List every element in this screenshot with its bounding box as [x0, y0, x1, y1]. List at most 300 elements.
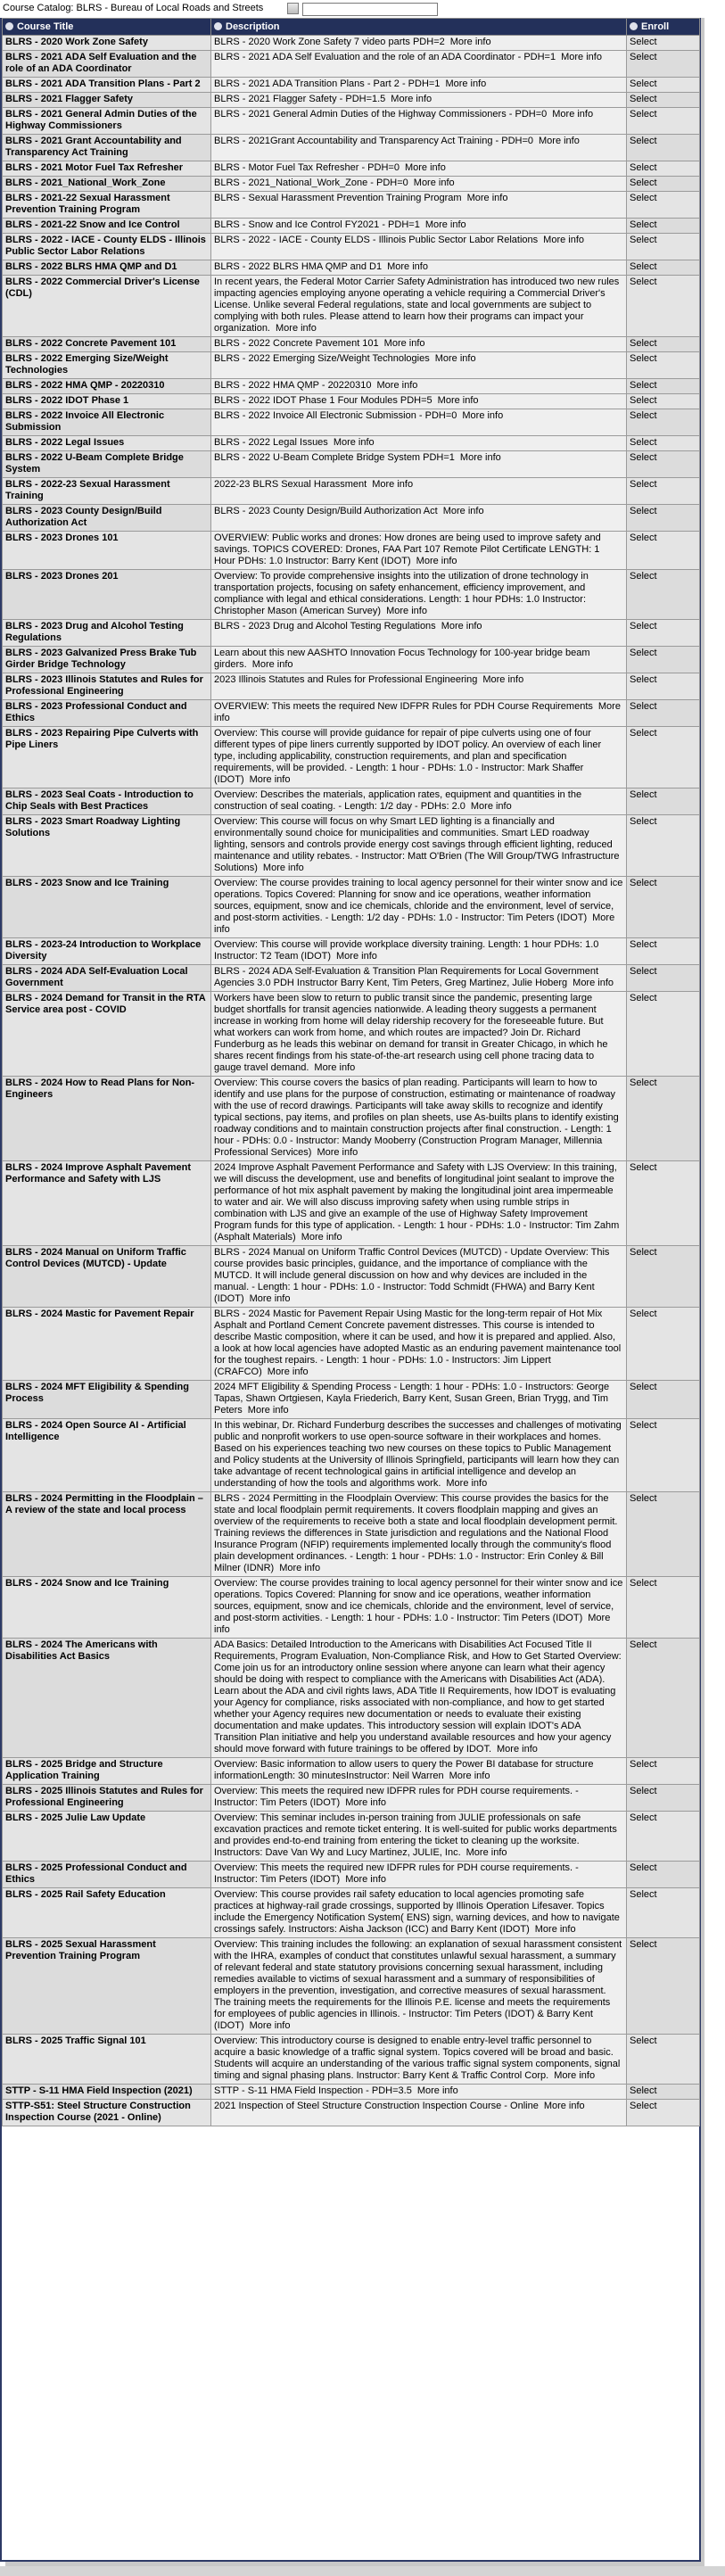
course-title: BLRS - 2023 Galvanized Press Brake Tub Girder Bridge Technology [3, 647, 211, 673]
enroll-cell [627, 1381, 700, 1419]
table-row [3, 352, 700, 379]
select-enroll-link[interactable]: Select [630, 78, 657, 89]
course-description: BLRS - 2021Grant Accountability and Transparency Act Training - PDH=0 [214, 136, 533, 146]
more-info-link[interactable]: More info [249, 1293, 291, 1304]
table-row [3, 478, 700, 505]
course-title: BLRS - 2024 Improve Asphalt Pavement Performance and Safety with LJS [3, 1161, 211, 1246]
course-title: BLRS - 2021 Motor Fuel Tax Refresher [3, 161, 211, 177]
select-enroll-link[interactable]: Select [630, 338, 657, 349]
enroll-cell [627, 93, 700, 108]
more-info-link[interactable]: More info [345, 1874, 387, 1885]
course-description-cell [211, 938, 627, 965]
enroll-cell [627, 1577, 700, 1639]
select-enroll-link[interactable]: Select [630, 939, 657, 950]
course-description-cell [211, 276, 627, 337]
course-description: BLRS - Sexual Harassment Prevention Training Program [214, 193, 462, 203]
enroll-cell [627, 788, 700, 815]
course-description-cell [211, 1785, 627, 1812]
course-title: BLRS - 2021 ADA Self Evaluation and the role of an ADA Coordinator [3, 51, 211, 78]
more-info-link[interactable]: More info [543, 2101, 585, 2111]
select-enroll-link[interactable]: Select [630, 789, 657, 800]
course-description: Overview: This course will provide workplace diversity training. Length: 1 hour PDHs: 1.0 Instructor: T2 Team (IDOT) [214, 939, 599, 962]
course-description-cell [211, 505, 627, 532]
more-info-link[interactable]: More info [445, 78, 487, 89]
more-info-link[interactable]: More info [391, 94, 433, 104]
catalog-bar [0, 0, 725, 18]
enroll-cell [627, 532, 700, 570]
select-enroll-link[interactable]: Select [630, 1420, 657, 1431]
enroll-cell [627, 2085, 700, 2100]
more-info-link[interactable]: More info [333, 437, 375, 448]
more-info-link[interactable]: More info [561, 52, 602, 62]
course-description-cell [211, 2100, 627, 2126]
enroll-cell [627, 234, 700, 260]
table-row [3, 1381, 700, 1419]
course-title: BLRS - 2025 Bridge and Structure Application Training [3, 1758, 211, 1785]
course-title: BLRS - 2022 U-Beam Complete Bridge System [3, 451, 211, 478]
select-enroll-link[interactable]: Select [630, 506, 657, 516]
more-info-link[interactable]: More info [470, 801, 512, 812]
enroll-cell [627, 1419, 700, 1492]
more-info-link[interactable]: More info [442, 506, 484, 516]
course-description-cell [211, 1381, 627, 1419]
course-description: Overview: The course provides training to local agency personnel for their winter snow and ice operations. Topics Covered: Planning for snow and ice operations, weather information sources, equipment, snow and ice chemicals, chloride and the environment, level of service, and post-storm activities. - Length: 1/2 day - PDHs: 1.0 - Instructor: Tim Peters (IDOT) [214, 878, 623, 923]
more-info-link[interactable]: More info [317, 1147, 358, 1158]
course-description: Overview: The course provides training to local agency personnel for their winter snow and ice operations. Topics Covered: Planning for snow and ice operations, weather information sources, equipment, snow and ice chemicals, chloride and the environment, level of service, and post-storm activities. - Length: 1 hour - PDHs: 1.0 - Instructor: Tim Peters (IDOT) [214, 1578, 623, 1623]
course-description-cell [211, 352, 627, 379]
select-enroll-link[interactable]: Select [630, 2035, 657, 2046]
table-row [3, 161, 700, 177]
table-row [3, 620, 700, 647]
enroll-cell [627, 1246, 700, 1308]
course-description-cell [211, 135, 627, 161]
course-title: BLRS - 2021_National_Work_Zone [3, 177, 211, 192]
select-enroll-link[interactable]: Select [630, 193, 657, 203]
select-enroll-link[interactable]: Select [630, 52, 657, 62]
course-description-cell [211, 1577, 627, 1639]
more-info-link[interactable]: More info [416, 556, 457, 566]
course-title: BLRS - 2025 Rail Safety Education [3, 1888, 211, 1938]
course-description: Overview: This training includes the following: an explanation of sexual harassment consistent with the IHRA, examples of conduct that constitutes unlawful sexual harassment, a summary of relevant federal and state statutory provisions concerning sexual harassment, including remedies available to victims of sexual harassment and a summary of responsibilities of employers in the prevention, investigation, and corrective measures of sexual harassment. The training meets the requirements for the Illinois P.E. license and meets the requirements for employees of public agencies in Illinois. - Instructor: Tim Peters (IDOT) & Barry Kent (IDOT) [214, 1939, 622, 2031]
more-info-link[interactable]: More info [376, 380, 418, 391]
more-info-link[interactable]: More info [383, 338, 425, 349]
enroll-cell [627, 673, 700, 700]
course-description: BLRS - 2022 - IACE - County ELDS - Illinois Public Sector Labor Relations [214, 235, 539, 245]
select-enroll-link[interactable]: Select [630, 1247, 657, 1258]
enroll-cell [627, 1812, 700, 1862]
enroll-cell [627, 1758, 700, 1785]
table-row [3, 36, 700, 51]
course-description-cell [211, 1639, 627, 1758]
enroll-cell [627, 219, 700, 234]
enroll-cell [627, 992, 700, 1077]
table-row [3, 451, 700, 478]
select-enroll-link[interactable]: Select [630, 261, 657, 272]
course-description-cell [211, 1888, 627, 1938]
course-description-cell [211, 219, 627, 234]
sort-icon[interactable] [214, 22, 222, 30]
course-description: Overview: This meets the required new IDFPR rules for PDH course requirements. - Instructor: Tim Peters (IDOT) [214, 1786, 579, 1808]
more-info-link[interactable]: More info [262, 863, 304, 873]
more-info-link[interactable]: More info [267, 1366, 309, 1377]
select-enroll-link[interactable]: Select [630, 395, 657, 406]
column-header-title[interactable]: Course Title [3, 19, 211, 36]
table-row [3, 276, 700, 337]
course-description: STTP - S-11 HMA Field Inspection - PDH=3.5 [214, 2085, 412, 2096]
course-description: Workers have been slow to return to public transit since the pandemic, presenting large budget shortfalls for transit agencies nationwide. A leading theory suggests a permanent increase in working from home will delay ridership recovery for the foreseeable future. But what workers can work from home, and which routes are impacted? Join Dr. Richard Funderburg as he leads this webinar on demand for transit in Greater Chicago, in which he shares recent findings from his state-of-the-art research using cell phone tracing data to gauge travel demand. [214, 993, 608, 1073]
course-description: Overview: This course will provide guidance for repair of pipe culverts using one of four different types of pipe liners currently supported by IDOT policy. An overview of each liner type, including applicability, construction requirements, and plan and specification requirements, will be provided. - Length: 1 hour - PDHs: 1.0 - Instructor: Mark Shaffer (IDOT) [214, 728, 602, 785]
table-row [3, 1938, 700, 2035]
course-description-cell [211, 1161, 627, 1246]
course-catalog-panel [0, 18, 701, 2562]
enroll-cell [627, 1888, 700, 1938]
select-enroll-link[interactable]: Select [630, 1382, 657, 1392]
course-title: BLRS - 2022 IDOT Phase 1 [3, 394, 211, 409]
course-description-cell [211, 1246, 627, 1308]
course-description-cell [211, 992, 627, 1077]
more-info-link[interactable]: More info [413, 178, 455, 188]
enroll-cell [627, 36, 700, 51]
enroll-cell [627, 78, 700, 93]
course-title: BLRS - 2022 Legal Issues [3, 436, 211, 451]
course-description: BLRS - 2024 Mastic for Pavement Repair Using Mastic for the long-term repair of Hot Mix Asphalt and Portland Cement Concrete pavement distresses. This course is intended to describe Mastic composition, where it can be used, and how it is prepared and applied. Also, a look at how local agencies have adopted Mastic as an enduring pavement maintenance tool for the toughest repairs. - Length: 1 hour - PDHs: 1.0 - Instructors: Jim Lippert (CRAFCO) [214, 1309, 622, 1377]
more-info-link[interactable]: More info [416, 2085, 458, 2096]
select-enroll-link[interactable]: Select [630, 94, 657, 104]
course-description: BLRS - 2023 Drug and Alcohol Testing Regulations [214, 621, 436, 632]
course-description: BLRS - Motor Fuel Tax Refresher - PDH=0 [214, 162, 400, 173]
select-enroll-link[interactable]: Select [630, 219, 657, 230]
course-title: BLRS - 2022 BLRS HMA QMP and D1 [3, 260, 211, 276]
select-enroll-link[interactable]: Select [630, 162, 657, 173]
table-row [3, 234, 700, 260]
select-enroll-link[interactable]: Select [630, 1786, 657, 1796]
table-row [3, 815, 700, 877]
course-title: BLRS - 2022-23 Sexual Harassment Training [3, 478, 211, 505]
more-info-link[interactable]: More info [214, 701, 621, 723]
select-enroll-link[interactable]: Select [630, 235, 657, 245]
course-title: BLRS - 2023 Repairing Pipe Culverts with Pipe Liners [3, 727, 211, 788]
course-title: BLRS - 2024 Mastic for Pavement Repair [3, 1308, 211, 1381]
more-info-link[interactable]: More info [459, 452, 501, 463]
select-enroll-link[interactable]: Select [630, 1639, 657, 1650]
select-enroll-link[interactable]: Select [630, 37, 657, 47]
more-info-link[interactable]: More info [386, 606, 427, 616]
select-enroll-link[interactable]: Select [630, 277, 657, 287]
course-description-cell [211, 815, 627, 877]
more-info-link[interactable]: More info [543, 235, 585, 245]
more-info-link[interactable]: More info [424, 219, 466, 230]
more-info-link[interactable]: More info [345, 1797, 387, 1808]
course-description: BLRS - 2021 ADA Transition Plans - Part 2 - PDH=1 [214, 78, 441, 89]
course-description-cell [211, 727, 627, 788]
course-title: BLRS - 2022 - IACE - County ELDS - Illinois Public Sector Labor Relations [3, 234, 211, 260]
course-description: 2022-23 BLRS Sexual Harassment [214, 479, 367, 490]
more-info-link[interactable]: More info [279, 1563, 321, 1573]
course-description-cell [211, 260, 627, 276]
table-row [3, 788, 700, 815]
enroll-cell [627, 620, 700, 647]
course-description-cell [211, 108, 627, 135]
select-enroll-link[interactable]: Select [630, 1759, 657, 1770]
table-row [3, 992, 700, 1077]
enroll-cell [627, 815, 700, 877]
select-enroll-link[interactable]: Select [630, 2085, 657, 2096]
horizontal-scrollbar[interactable] [0, 2566, 725, 2576]
course-description-cell [211, 700, 627, 727]
course-title: BLRS - 2021-22 Sexual Harassment Prevention Training Program [3, 192, 211, 219]
more-info-link[interactable]: More info [434, 353, 476, 364]
enroll-cell [627, 1862, 700, 1888]
select-enroll-link[interactable]: Select [630, 571, 657, 582]
course-description: 2021 Inspection of Steel Structure Construction Inspection Course - Online [214, 2101, 539, 2111]
table-row [3, 192, 700, 219]
course-description-cell [211, 394, 627, 409]
enroll-cell [627, 451, 700, 478]
more-info-link[interactable]: More info [573, 978, 614, 988]
table-row [3, 1419, 700, 1492]
more-info-link[interactable]: More info [482, 674, 524, 685]
enroll-cell [627, 436, 700, 451]
course-title: BLRS - 2025 Illinois Statutes and Rules for Professional Engineering [3, 1785, 211, 1812]
catalog-label: Course Catalog: BLRS - Bureau of Local Roads and Streets [3, 3, 264, 13]
table-row [3, 1492, 700, 1577]
enroll-cell [627, 337, 700, 352]
course-title: BLRS - 2023 Drug and Alcohol Testing Regulations [3, 620, 211, 647]
enroll-cell [627, 51, 700, 78]
more-info-link[interactable]: More info [251, 659, 293, 670]
course-description-cell [211, 1758, 627, 1785]
course-description-cell [211, 1419, 627, 1492]
course-description-cell [211, 1492, 627, 1577]
more-info-link[interactable]: More info [466, 193, 508, 203]
enroll-cell [627, 192, 700, 219]
table-row [3, 2035, 700, 2085]
course-description-cell [211, 161, 627, 177]
table-row [3, 1308, 700, 1381]
select-enroll-link[interactable]: Select [630, 1162, 657, 1173]
course-title: BLRS - 2025 Sexual Harassment Prevention Training Program [3, 1938, 211, 2035]
column-header-description[interactable]: Description [211, 19, 627, 36]
select-enroll-link[interactable]: Select [630, 1812, 657, 1823]
course-title: BLRS - 2025 Traffic Signal 101 [3, 2035, 211, 2085]
course-title: BLRS - 2021 Flagger Safety [3, 93, 211, 108]
course-title: BLRS - 2021 Grant Accountability and Transparency Act Training [3, 135, 211, 161]
course-description: Overview: This meets the required new IDFPR rules for PDH course requirements. - Instructor: Tim Peters (IDOT) [214, 1862, 579, 1885]
more-info-link[interactable]: More info [372, 479, 414, 490]
more-info-link[interactable]: More info [462, 410, 504, 421]
course-description-cell [211, 1938, 627, 2035]
more-info-link[interactable]: More info [441, 621, 482, 632]
table-row [3, 135, 700, 161]
course-description-cell [211, 620, 627, 647]
more-info-link[interactable]: More info [539, 136, 580, 146]
more-info-link[interactable]: More info [314, 1062, 356, 1073]
more-info-link[interactable]: More info [387, 261, 428, 272]
enroll-cell [627, 135, 700, 161]
table-row [3, 1862, 700, 1888]
course-title: BLRS - 2021 General Admin Duties of the Highway Commissioners [3, 108, 211, 135]
enroll-cell [627, 1308, 700, 1381]
table-row [3, 1161, 700, 1246]
course-description-cell [211, 1308, 627, 1381]
course-title: BLRS - 2022 Invoice All Electronic Submission [3, 409, 211, 436]
select-enroll-link[interactable]: Select [630, 728, 657, 739]
select-enroll-link[interactable]: Select [630, 109, 657, 120]
select-enroll-link[interactable]: Select [630, 1889, 657, 1900]
more-info-link[interactable]: More info [449, 1771, 490, 1781]
table-row [3, 700, 700, 727]
enroll-cell [627, 409, 700, 436]
search-input[interactable] [302, 3, 438, 16]
select-enroll-link[interactable]: Select [630, 1862, 657, 1873]
more-info-link[interactable]: More info [534, 1924, 576, 1935]
course-description: ADA Basics: Detailed Introduction to the Americans with Disabilities Act Focused Title II Requirements, Program Evaluation, Non-Compliance Risk, and How to Get Started Overview: Come join us for an introductory online session where anyone can learn what their agency should be doing with respect to compliance with the Americans with Disabilities Act (ADA). Learn about the ADA and civil rights laws, ADA Title II Requirements, how IDOT is evaluating your Agency for compliance, risks associated with non-compliance, and how to get started whether your Agency requires new documentation or needs to evaluate their existing documentation and make updates. This introductory session will explain IDOT's ADA Transition Plan initiative and help you understand available resources and how your agency should move forward with future trainings to be offered by IDOT. [214, 1639, 622, 1754]
course-title: BLRS - 2020 Work Zone Safety [3, 36, 211, 51]
select-enroll-link[interactable]: Select [630, 479, 657, 490]
table-row [3, 532, 700, 570]
more-info-link[interactable]: More info [214, 912, 615, 935]
course-description-cell [211, 51, 627, 78]
table-row [3, 51, 700, 78]
table-row [3, 394, 700, 409]
course-description-cell [211, 451, 627, 478]
course-description: BLRS - 2022 Legal Issues [214, 437, 328, 448]
select-enroll-link[interactable]: Select [630, 993, 657, 1003]
table-row [3, 1888, 700, 1938]
course-title: BLRS - 2023-24 Introduction to Workplace Diversity [3, 938, 211, 965]
select-enroll-link[interactable]: Select [630, 380, 657, 391]
table-row [3, 379, 700, 394]
course-description: BLRS - 2021 ADA Self Evaluation and the role of an ADA Coordinator - PDH=1 [214, 52, 556, 62]
table-row [3, 108, 700, 135]
select-enroll-link[interactable]: Select [630, 136, 657, 146]
course-title: STTP - S-11 HMA Field Inspection (2021) [3, 2085, 211, 2100]
table-row [3, 505, 700, 532]
select-enroll-link[interactable]: Select [630, 1309, 657, 1319]
catalog-dropdown-icon[interactable] [287, 3, 299, 14]
course-description-cell [211, 570, 627, 620]
table-row [3, 673, 700, 700]
sort-icon[interactable] [630, 22, 638, 30]
enroll-cell [627, 108, 700, 135]
select-enroll-link[interactable]: Select [630, 410, 657, 421]
enroll-cell [627, 352, 700, 379]
course-description-cell [211, 409, 627, 436]
enroll-cell [627, 727, 700, 788]
select-enroll-link[interactable]: Select [630, 437, 657, 448]
select-enroll-link[interactable]: Select [630, 816, 657, 827]
enroll-cell [627, 2100, 700, 2126]
more-info-link[interactable]: More info [554, 2070, 596, 2081]
more-info-link[interactable]: More info [214, 1613, 611, 1635]
more-info-link[interactable]: More info [449, 37, 491, 47]
select-enroll-link[interactable]: Select [630, 648, 657, 658]
more-info-link[interactable]: More info [552, 109, 594, 120]
more-info-link[interactable]: More info [465, 1847, 507, 1858]
select-enroll-link[interactable]: Select [630, 878, 657, 888]
more-info-link[interactable]: More info [446, 1478, 488, 1489]
select-enroll-link[interactable]: Select [630, 178, 657, 188]
more-info-link[interactable]: More info [497, 1744, 538, 1754]
course-description: BLRS - 2022 HMA QMP - 20220310 [214, 380, 372, 391]
course-title: BLRS - 2022 Concrete Pavement 101 [3, 337, 211, 352]
course-description-cell [211, 177, 627, 192]
course-description-cell [211, 2085, 627, 2100]
enroll-cell [627, 965, 700, 992]
table-row [3, 177, 700, 192]
course-title: BLRS - 2024 Manual on Uniform Traffic Control Devices (MUTCD) - Update [3, 1246, 211, 1308]
select-enroll-link[interactable]: Select [630, 2101, 657, 2111]
more-info-link[interactable]: More info [404, 162, 446, 173]
course-description: BLRS - 2022 BLRS HMA QMP and D1 [214, 261, 383, 272]
select-enroll-link[interactable]: Select [630, 1939, 657, 1950]
course-description-cell [211, 192, 627, 219]
more-info-link[interactable]: More info [247, 1405, 289, 1416]
select-enroll-link[interactable]: Select [630, 1578, 657, 1589]
enroll-cell [627, 2035, 700, 2085]
course-description: In this webinar, Dr. Richard Funderburg describes the successes and challenges of motivating public and nonprofit workers to use open-source software in their workplaces and homes. Based on his experiences teaching two new courses on these topics to Public Management and Policy students at the University of Illinois Springfield, participants will learn how they can take advantage of recent technological gains in artificial intelligence and develop an understanding of how the tools and algorithms work. [214, 1420, 622, 1489]
select-enroll-link[interactable]: Select [630, 674, 657, 685]
more-info-link[interactable]: More info [301, 1232, 342, 1243]
sort-icon[interactable] [5, 22, 13, 30]
course-title: BLRS - 2024 The Americans with Disabilities Act Basics [3, 1639, 211, 1758]
course-description: 2024 MFT Eligibility & Spending Process - Length: 1 hour - PDHs: 1.0 - Instructors: George Tapas, Shawn Ortgiesen, Kayla Friederich, Barry Kent, Susan Green, Brian Trygg, and Tim Peters [214, 1382, 610, 1416]
enroll-cell [627, 647, 700, 673]
course-description: OVERVIEW: Public works and drones: How drones are being used to improve safety and savings. TOPICS COVERED: Drones, FAA Part 107 Remote Pilot Certificate LENGTH: 1 Hour PDHs: 1.0 Instructor: Barry Kent (IDOT) [214, 533, 601, 566]
course-description-cell [211, 36, 627, 51]
table-row [3, 1246, 700, 1308]
course-description: 2024 Improve Asphalt Pavement Performance and Safety with LJS Overview: In this training, we will discuss the development, use and benefits of longitudinal joint sealant to improve the performance of hot mix asphalt pavement by making the longitudinal joint area impermeable to water and air. We will also discuss improving safety when using rumble strips in combination with LJS and give an example of the use of Highway Safety Improvement Program funds for this type of application. - Length: 1 hour - PDHs: 1.0 - Instructor: Tim Zahm (Asphalt Materials) [214, 1162, 620, 1243]
table-row [3, 727, 700, 788]
more-info-link[interactable]: More info [249, 2020, 291, 2031]
course-title: BLRS - 2023 Snow and Ice Training [3, 877, 211, 938]
enroll-cell [627, 877, 700, 938]
course-description-cell [211, 788, 627, 815]
more-info-link[interactable]: More info [276, 323, 317, 334]
more-info-link[interactable]: More info [336, 951, 377, 962]
course-title: BLRS - 2024 Open Source AI - Artificial Intelligence [3, 1419, 211, 1492]
more-info-link[interactable]: More info [437, 395, 479, 406]
course-description-cell [211, 647, 627, 673]
select-enroll-link[interactable]: Select [630, 452, 657, 463]
course-title: BLRS - 2023 Seal Coats - Introduction to Chip Seals with Best Practices [3, 788, 211, 815]
course-description: 2023 Illinois Statutes and Rules for Professional Engineering [214, 674, 478, 685]
select-enroll-link[interactable]: Select [630, 621, 657, 632]
enroll-cell [627, 394, 700, 409]
table-row [3, 260, 700, 276]
table-row [3, 570, 700, 620]
enroll-cell [627, 505, 700, 532]
more-info-link[interactable]: More info [249, 774, 291, 785]
course-description-cell [211, 379, 627, 394]
select-enroll-link[interactable]: Select [630, 966, 657, 977]
course-description: BLRS - Snow and Ice Control FY2021 - PDH=1 [214, 219, 420, 230]
course-title: BLRS - 2023 Smart Roadway Lighting Solutions [3, 815, 211, 877]
select-enroll-link[interactable]: Select [630, 533, 657, 543]
enroll-cell [627, 260, 700, 276]
course-title: BLRS - 2025 Professional Conduct and Ethics [3, 1862, 211, 1888]
select-enroll-link[interactable]: Select [630, 701, 657, 712]
course-description: Overview: To provide comprehensive insights into the utilization of drone technology in transportation projects, focusing on safety enhancement, efficiency improvement, and compliance with legal and ethical considerations. Length: 1 hour PDHs: 1.0 Instructor: Christopher Mason (American Survey) [214, 571, 589, 616]
enroll-cell [627, 276, 700, 337]
select-enroll-link[interactable]: Select [630, 1077, 657, 1088]
course-title: BLRS - 2023 Drones 101 [3, 532, 211, 570]
course-title: BLRS - 2023 County Design/Build Authorization Act [3, 505, 211, 532]
column-header-enroll[interactable]: Enroll [627, 19, 700, 36]
select-enroll-link[interactable]: Select [630, 353, 657, 364]
course-description-cell [211, 1862, 627, 1888]
select-enroll-link[interactable]: Select [630, 1493, 657, 1504]
